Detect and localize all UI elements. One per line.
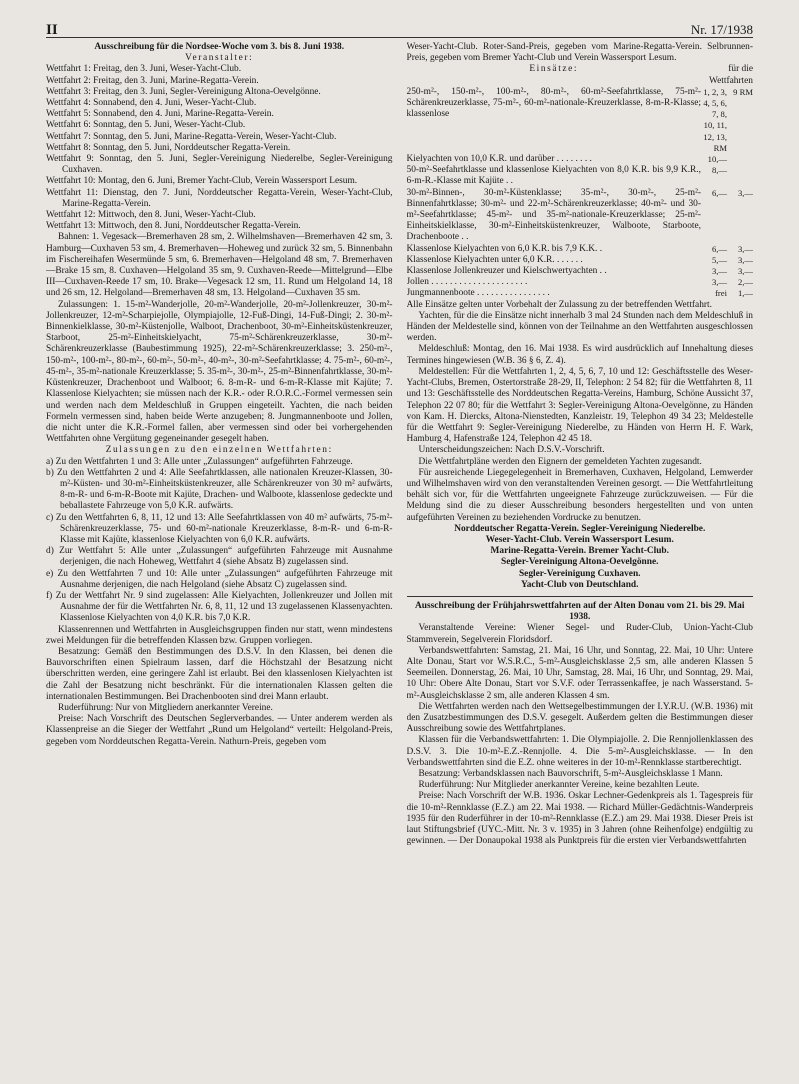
paragraph: f) Zu der Wettfahrt Nr. 9 sind zugelassen: Alle Kielyachten, Jollenkreuzer und Jollen mit Ausnahme der für die Wettfahrten Nr. 6, 8, 11, 12 und 13 zugelassenen Klassenyachten. Klassenlose Kielyachten von 4,0 K.R. bis 7,0 K.R.: [46, 590, 393, 624]
paragraph: c) Zu den Wettfahrten 6, 8, 11, 12 und 13: Alle Seefahrtklassen von 40 m² aufwärts, 75-m²-Schärenkreuzerklasse, 75- und 60-m²-nationale Kreuzerklasse, 8-m-R- und 6-m-R-Klasse mit Kajüte, klassenlose Kielyachten von 6,0 K.R. aufwärts.: [46, 512, 393, 545]
paragraph: Wettfahrt 8: Sonntag, den 5. Juni, Norddeutscher Regatta-Verein.: [46, 142, 291, 153]
entry-fee-amount: 10,—: [707, 154, 727, 165]
entry-fee-description: Jungmannenboote . . . . . . . . . . . . . . . .: [406, 288, 550, 299]
paragraph: Preise: Nach Vorschrift der W.B. 1936. Oskar Lechner-Gedenkpreis als 1. Tagespreis für die 10-m²-Rennklasse (E.Z.) am 22. Mai 1938. — Richard Müller-Gedächtnis-Wanderpreis 1935 für den Ruderführer in der 10-m²-Rennklasse (E.Z.) am 29. Mai 1938. Dieser Preis ist laut Stiftungsbrief (UYC.-Mitt. Nr. 3 v. 1935) in 3 Jahren (ohne Reihenfolge) endgültig zu gewinnen. — Der Donaupokal 1938 als Punktpreis für die ersten vier Verbandswettfahrten: [406, 791, 753, 847]
entry-fee-row: [407, 288, 754, 299]
entry-fee-amount: 1, 2, 3, 4, 5, 6, 7, 8, 10, 11, 12, 13, RM: [703, 86, 727, 153]
paragraph: Ruderführung: Nur von Mitgliedern anerkannter Vereine.: [58, 702, 273, 713]
paragraph: Marine-Regatta-Verein. Bremer Yacht-Club.: [490, 546, 669, 557]
header-rule: [46, 37, 753, 38]
entry-fee-row: [407, 87, 754, 154]
entry-fee-amount: 6,—: [711, 187, 727, 198]
paragraph: Alle Einsätze gelten unter Vorbehalt der Zulassung zu der betreffenden Wettfahrt.: [406, 299, 712, 310]
entry-fee-header: [407, 64, 754, 86]
paragraph: Besatzung: Verbandsklassen nach Bauvorschrift, 5-m²-Ausgleichsklasse 1 Mann.: [418, 769, 723, 779]
entry-fee-amount-race-9: 3,—: [737, 187, 753, 198]
paragraph: b) Zu den Wettfahrten 2 und 4: Alle Seefahrtklassen, alle nationalen Kreuzer-Klassen, 30-m²-Küsten- und 30-m²-Einheitsküstenkreuzer, alle Schärenkreuzer von 30 m² aufwärts, 8-m-R- und 6-m-R-Boote mit Kajüte, Drachen- und Walboote, klassenlose gedeckte und beballastete Fahrzeuge von 5,0 K.R. aufwärts.: [46, 467, 393, 512]
paragraph: a) Zu den Wettfahrten 1 und 3: Alle unter „Zulassungen“ aufgeführten Fahrzeuge.: [46, 456, 353, 467]
paragraph: Yachten, für die die Einsätze nicht innerhalb 3 mal 24 Stunden nach dem Meldeschluß in Händen der Meldestelle sind, können von der Teilnahme an den Wettfahrten ausgeschlossen werden.: [406, 310, 753, 344]
paragraph: d) Zur Wettfahrt 5: Alle unter „Zulassungen“ aufgeführten Fahrzeuge mit Ausnahme derjenigen, die nach Hoheweg, Wettfahrt 4 (siehe Absatz B) zugelassen sind.: [46, 546, 393, 568]
paragraph: Wettfahrt 9: Sonntag, den 5. Juni, Segler-Vereinigung Niederelbe, Segler-Vereinigung Cuxhaven.: [46, 154, 393, 176]
paragraph: Wettfahrt 6: Sonntag, den 5. Juni, Weser-Yacht-Club.: [46, 120, 246, 131]
entry-fee-description: Klassenlose Kielyachten unter 6,0 K.R. . . . . . .: [406, 254, 583, 265]
paragraph: Klassen für die Verbandswettfahrten: 1. Die Olympiajolle. 2. Die Rennjollenklassen des D.S.V. 3. Die 10-m²-E.Z.-Rennjolle. 4. Die 5-m²-Ausgleichsklasse. — In den Verbandswettfahrten sind die E.Z. ohne weiteres in der 10-m²-Rennklasse startberechtigt.: [406, 735, 753, 768]
paragraph: Besatzung: Gemäß den Bestimmungen des D.S.V. In den Klassen, bei denen die Bauvorschriften einen Spielraum lassen, darf die Höchstzahl der Besatzung nicht überschritten werden, eine geringere Zahl ist erlaubt. Bei den klassenlosen Kielyachten ist die Zahl der Besatzung nicht beschränkt. Für die internationalen Klassen gelten die internationalen Bestimmungen. Bei Drachenbooten sind drei Mann erlaubt.: [46, 646, 393, 702]
paragraph: Wettfahrt 4: Sonnabend, den 4. Juni, Weser-Yacht-Club.: [46, 98, 257, 109]
paragraph: Yacht-Club von Deutschland.: [521, 579, 639, 590]
entry-fee-amount-race-9: 3,—: [737, 243, 753, 254]
entry-fee-row: [407, 255, 754, 266]
entry-fee-amount-race-9: 1,—: [737, 288, 753, 299]
entry-fee-amount: 6,—: [711, 243, 727, 254]
prize-continuation: [407, 42, 754, 64]
entry-fee-amount: 8,—: [711, 165, 727, 176]
entry-fee-amount: 3,—: [711, 277, 727, 288]
entry-fee-amount-race-9: 3,—: [737, 266, 753, 277]
paragraph: Wettfahrt 5: Sonnabend, den 4. Juni, Marine-Regatta-Verein.: [46, 109, 274, 120]
entry-fee-amount-race-9: 9 RM: [733, 86, 753, 97]
entry-fee-description: Klassenlose Kielyachten von 6,0 K.R. bis 7,9 K.K. .: [406, 243, 603, 254]
paragraph: Unterscheidungszeichen: Nach D.S.V.-Vorschrift.: [418, 445, 605, 456]
entry-fee-row: [407, 277, 754, 288]
paragraph: Wettfahrt 3: Freitag, den 3. Juni, Segler-Vereinigung Altona-Oevelgönne.: [46, 86, 321, 97]
article-title: Ausschreibung der Frühjahrswettfahrten auf der Alten Donau vom 21. bis 29. Mai 1938.: [415, 600, 745, 623]
entry-fee-rows: [407, 87, 754, 300]
paragraph: Weser-Yacht-Club. Verein Wassersport Lesum.: [485, 534, 674, 545]
paragraph: Zulassungen zu den einzelnen Wettfahrten:: [105, 445, 333, 456]
paragraph: Zulassungen: 1. 15-m²-Wanderjolle, 20-m²-Wanderjolle, 20-m²-Jollenkreuzer, 30-m²-Jollenkreuzer, 12-m²-Scharpiejolle, Olympiajolle, 12-Fuß-Dingi, 14-Fuß-Dingi; 2. 30-m²-Binnenkielklasse, 30-m²-Küstenjolle, Walboot, Drachenboot, 30-m²-Einheitsküstenkreuzer, Starboot, 25-m²-Einheitskielyacht, 75-m²-Schärenkreuzerklasse, 30-m²-Schärenkreuzerklasse (Baubestimmung 1925), 22-m²-Schärenkreuzerklasse; 3. 250-m²-, 150-m²-, 100-m²-, 80-m²-, 60-m²-, 50-m²-, 40-m²-, 30-m²-Seefahrtklasse; 4. 75-m²-, 60-m²-, 45-m²-, 35-m²-nationale Kreuzerklasse; 5. 35-m²-, 30-m²-, 25-m²-Binnenfahrtklasse, 30-m²-Küstenkreuzer, Drachenboot und Walboot; 6. 8-m-R- und 6-m-R-Klasse mit Kajüte; 7. Klassenlose Kielyachten; sie müssen nach der K.R.- oder R.O.R.C.-Formel vermessen sein und werden nach dem Meldeschluß in Gruppen eingeteilt. Yachten, die nach beiden Formeln vermessen sind, haben beide Werte anzugeben; 8. Jungmannenboote und Jollen, die nicht unter die K.R.-Formel fallen, aber vermessen sind oder bei vorhergehenden Wettfahrten ohne Vergütung gegeneinander gesegelt haben.: [46, 299, 393, 445]
entry-fee-column-head: für die Wettfahrten: [708, 64, 753, 86]
left-column: [46, 42, 393, 1080]
paragraph: Bahnen: 1. Vegesack—Bremerhaven 28 sm, 2. Wilhelmshaven—Bremerhaven 42 sm, 3. Hamburg—Cuxhaven 53 sm, 4. Bremerhaven—Hoheweg und zurück 32 sm, 5. Binnenbahn im Fischereihafen Wesermünde 5 sm, 6. Bremerhaven—Helgoland 48 sm, 7. Bremerhaven—Brake 15 sm, 8. Cuxhaven—Helgoland 35 sm, 9. Cuxhaven-Reede—Mittelgrund—Elbe III—Cuxhaven-Reede 17 sm, 10. Brake—Vegesack 12 sm, 11. Rund um Helgoland 14, 18 und 26 sm, 12. Helgoland—Bremerhaven 48 sm, 13. Helgoland—Cuxhaven 35 sm.: [46, 232, 393, 299]
entry-fee-row: [407, 154, 754, 165]
entry-fee-description: Klassenlose Jollenkreuzer und Kielschwertyachten . .: [406, 266, 607, 277]
entry-fee-description: 30-m²-Binnen-, 30-m²-Küstenklasse; 35-m²-, 30-m²-, 25-m²-Binnenfahrtklasse; 30-m²- und 22-m²-Schärenkreuzerklasse; 40-m²- und 30-m²-Seefahrtklasse; 45-m²- und 35-m²-nationale-Kreuzerklasse; 25-m²-Einheitskielklasse, 30-m²-Einheitsküstenkreuzer, Walboote, Starboote, Drachenboote . .: [406, 187, 701, 243]
entry-fee-description: 50-m²-Seefahrtklasse und klassenlose Kielyachten von 8,0 K.R. bis 9,9 K.R., 6-m-R.-Klasse mit Kajüte . .: [406, 165, 701, 187]
paragraph: Verbandswettfahrten: Samstag, 21. Mai, 16 Uhr, und Sonntag, 22. Mai, 10 Uhr: Untere Alte Donau, Start vor W.S.R.C., 5-m²-Ausgleichsklasse 2,5 sm, alle anderen Klassen 5 Seemeilen. Donnerstag, 26. Mai, 10 Uhr, Samstag, 28. Mai, 16 Uhr, und Sonntag, 29. Mai, 10 Uhr: Obere Alte Donau, Start vor S.V.F. oder Terrassenkaffee, je nach Wasserstand. 5-m²-Ausgleichsklasse 2 sm, alle anderen Klassen 4 sm.: [406, 645, 753, 701]
paragraph: Die Wettfahrten werden nach den Wettsegelbestimmungen der I.Y.R.U. (W.B. 1936) mit den Zusatzbestimmungen des D.S.V. gesegelt. Außerdem gelten die Bestimmungen dieser Ausschreibung sowie des Wettfahrtplanes.: [406, 701, 753, 735]
entry-fee-amount: 3,—: [711, 266, 727, 277]
entry-fee-row: [407, 244, 754, 255]
article-separator: [407, 596, 754, 597]
paragraph: Veranstaltende Vereine: Wiener Segel- und Ruder-Club, Union-Yacht-Club Stammverein, Segelverein Floridsdorf.: [406, 623, 753, 645]
paragraph: Meldestellen: Für die Wettfahrten 1, 2, 4, 5, 6, 7, 10 und 12: Geschäftsstelle des Weser-Yacht-Clubs, Bremen, Ostertorstraße 28-29, II, Telephon: 2 54 82; für die Wettfahrten 8, 11 und 13: Geschäftsstelle des Norddeutschen Regatta-Vereins, Hamburg, Schöne Aussicht 37, Telephon 22 07 80; für die Wettfahrt 3: Segler-Vereinigung Altona-Oevelgönne, zu Händen von Kam. H. Diercks, Altona-Nienstedten, Kanzleistr. 19, Telephon 49 34 23; Meldestelle für die Wettfahrt 9: Segler-Vereinigung Niederelbe, zu Händen von Herrn H. F. Wark, Hamburg 4, Hafenstraße 124, Telephon 42 45 18.: [406, 366, 753, 445]
entry-fee-label: Einsätze:: [529, 64, 579, 75]
entry-fee-amount-race-9: 3,—: [737, 254, 753, 265]
paragraph: Klassenrennen und Wettfahrten in Ausgleichsgruppen finden nur statt, wenn mindestens zwei Meldungen für die betreffenden Klassen bzw. Gruppen vorliegen.: [46, 624, 393, 646]
page-header: [46, 10, 753, 38]
page-section-number: II: [46, 22, 58, 38]
entry-fee-amount-race-9: 2,—: [737, 277, 753, 288]
article-title: Ausschreibung für die Nordsee-Woche vom 3. bis 8. Juni 1938.: [94, 42, 345, 52]
paragraph: Segler-Vereinigung Altona-Oevelgönne.: [501, 557, 659, 568]
entry-fee-description: Jollen . . . . . . . . . . . . . . . . . . . . .: [406, 277, 528, 288]
paragraph: Preise: Nach Vorschrift des Deutschen Seglerverbandes. — Unter anderem werden als Klassenpreise an die Sieger der Wettfahrt „Rund um Helgoland“ verteilt: Helgoland-Preis, gegeben vom Norddeutschen Regatta-Verein. Nathurn-Preis, gegeben vom: [46, 714, 393, 747]
entry-fee-description: Kielyachten von 10,0 K.R. und darüber . . . . . . . .: [406, 154, 592, 165]
paragraph: Die Wettfahrtpläne werden den Eignern der gemeldeten Yachten zugesandt.: [418, 456, 702, 467]
paragraph: Weser-Yacht-Club. Roter-Sand-Preis, gegeben vom Marine-Regatta-Verein. Selbrunnen-Preis, gegeben vom Bremer Yacht-Club und Verein Wassersport Lesum.: [406, 42, 753, 64]
entry-fee-amount: 5,—: [711, 254, 727, 265]
issue-number: Nr. 17/1938: [690, 22, 753, 37]
paragraph: Wettfahrt 2: Freitag, den 3. Juni, Marine-Regatta-Verein.: [46, 75, 259, 86]
right-column: [407, 42, 754, 1080]
entry-fee-row: [407, 165, 754, 187]
paragraph: Wettfahrt 12: Mittwoch, den 8. Juni, Weser-Yacht-Club.: [46, 210, 256, 221]
text-columns: [46, 42, 753, 1080]
paragraph: Wettfahrt 11: Dienstag, den 7. Juni, Norddeutscher Regatta-Verein, Weser-Yacht-Club, Marine-Regatta-Verein.: [46, 187, 393, 209]
paragraph: Für ausreichende Liegegelegenheit in Bremerhaven, Cuxhaven, Helgoland, Lemwerder und Wilhelmshaven wird von den veranstaltenden Vereinen gesorgt. — Die Wettfahrtleitung behält sich vor, für die Wettfahrten ungeeignete Fahrzeuge zurückzuweisen. — Für die Meldung sind die zu dieser Ausschreibung besonders hergestellten und von unten aufgeführten Vereinen zu beziehenden Vordrucke zu benutzen.: [406, 467, 753, 523]
paragraph: e) Zu den Wettfahrten 7 und 10: Alle unter „Zulassungen“ aufgeführten Fahrzeuge mit Ausnahme derjenigen, die nach Helgoland (siehe Absatz C) zugelassen sind.: [46, 568, 393, 590]
paragraph: Segler-Vereinigung Cuxhaven.: [518, 568, 641, 579]
entry-fee-description: 250-m²-, 150-m²-, 100-m²-, 80-m²-, 60-m²-Seefahrtklasse, 75-m²-Schärenkreuzerklasse, 75-m²-, 60-m²-nationale-Kreuzerklasse, 8-m-R-Klasse; klassenlose: [406, 86, 701, 120]
danube-regatta-announcement: [407, 601, 754, 847]
paragraph: Veranstalter:: [185, 53, 254, 64]
entry-fee-amount: frei: [715, 288, 727, 299]
paragraph: Wettfahrt 1: Freitag, den 3. Juni, Weser-Yacht-Club.: [46, 64, 242, 75]
entry-fee-table: [407, 64, 754, 299]
entry-fee-row: [407, 266, 754, 277]
paragraph: Wettfahrt 10: Montag, den 6. Juni, Bremer Yacht-Club, Verein Wassersport Lesum.: [46, 176, 358, 187]
registration-details: [407, 300, 754, 591]
paragraph: Meldeschluß: Montag, den 16. Mai 1938. Es wird ausdrücklich auf Innehaltung dieses Termines hingewiesen (W.B. 36 § 6, Z. 4).: [406, 344, 753, 366]
paragraph: Wettfahrt 7: Sonntag, den 5. Juni, Marine-Regatta-Verein, Weser-Yacht-Club.: [46, 131, 337, 142]
paragraph: Wettfahrt 13: Mittwoch, den 8. Juni, Norddeutscher Regatta-Verein.: [46, 221, 301, 232]
paragraph: Ruderführung: Nur Mitglieder anerkannter Vereine, keine bezahlten Leute.: [418, 780, 700, 791]
entry-fee-row: [407, 188, 754, 244]
paragraph: Norddeutscher Regatta-Verein. Segler-Vereinigung Niederelbe.: [454, 523, 706, 534]
